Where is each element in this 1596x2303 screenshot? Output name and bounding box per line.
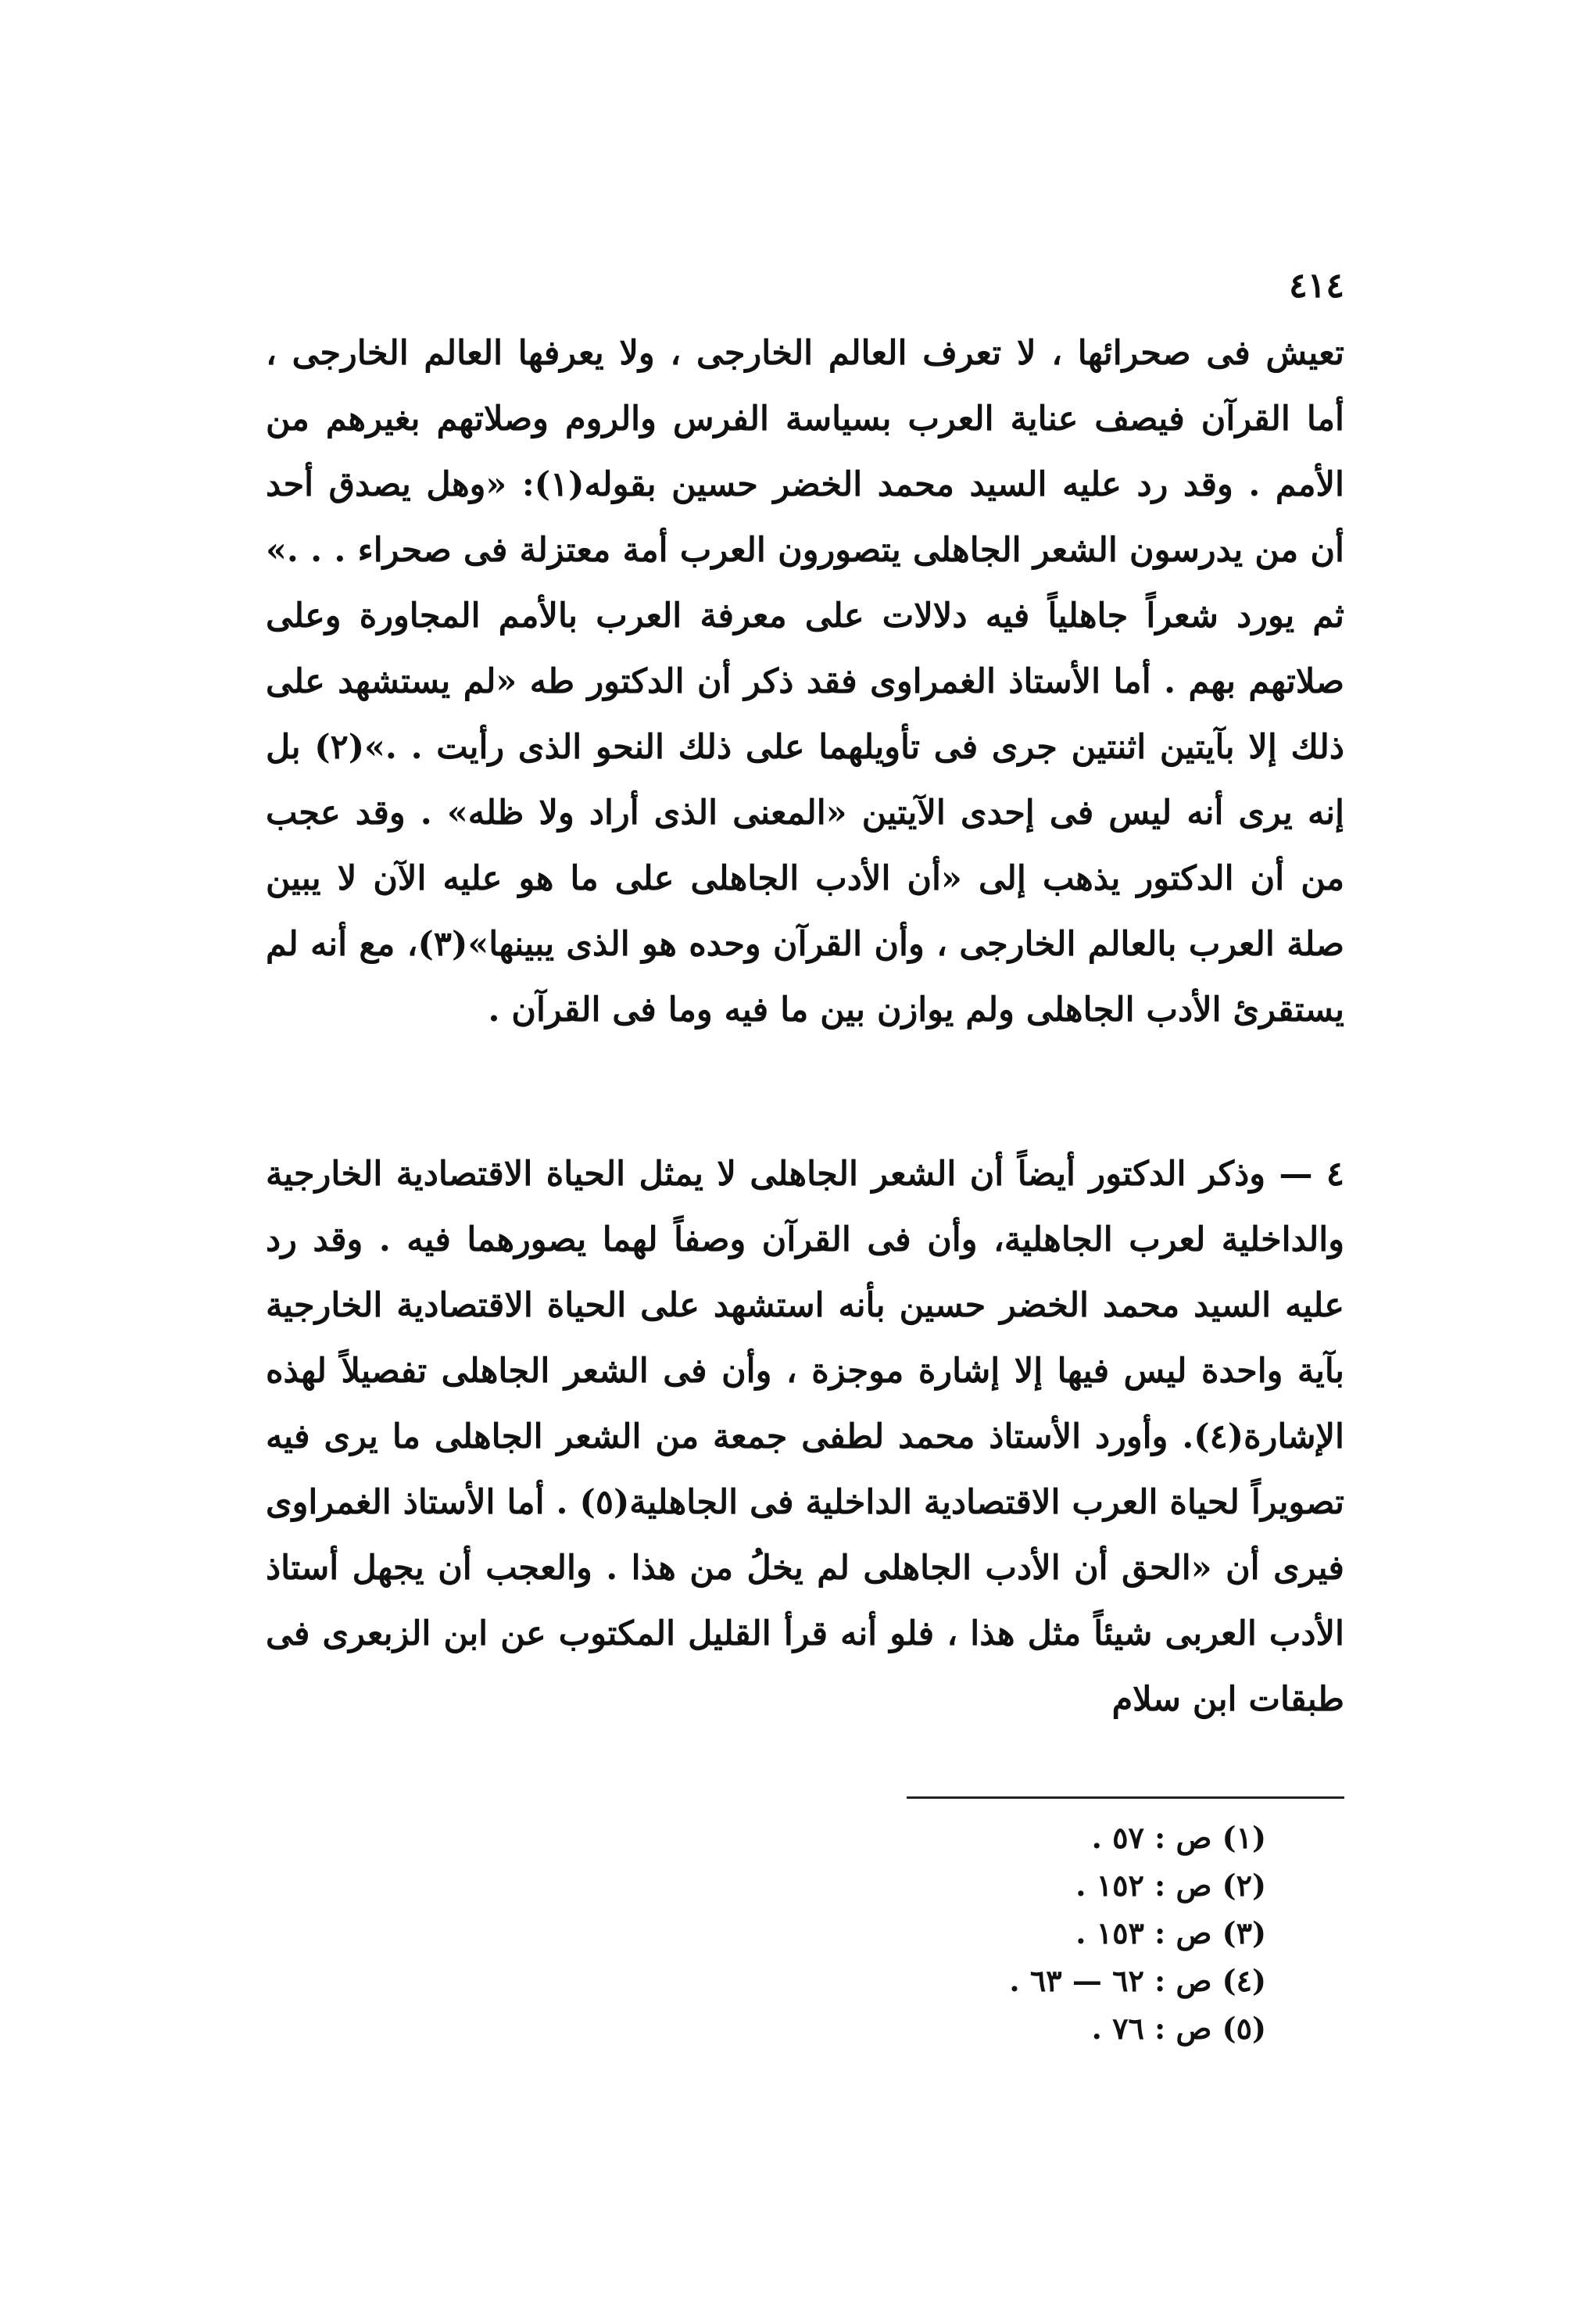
footnote-3: (٣) ص : ١٥٣ . xyxy=(1075,1915,1266,1950)
footnote-1: (١) ص : ٥٧ . xyxy=(1091,1820,1266,1855)
footnotes-list xyxy=(860,1814,1266,2052)
page-number: ٤١٤ xyxy=(1289,266,1344,306)
footnote-divider xyxy=(907,1796,1344,1799)
body-paragraph-2: ٤ — وذكر الدكتور أيضاً أن الشعر الجاهلى لا يمثل الحياة الاقتصادية الخارجية والداخلية لعرب الجاهلية، وأن فى القرآن وصفاً لهما يصورهما فيه . وقد رد عليه السيد محمد الخضر حسين بأنه استشهد على الحياة الاقتصادية الخارجية بآية واحدة ليس فيها إلا إشارة موجزة ، وأن فى الشعر الجاهلى تفصيلاً لهذه الإشارة(٤). وأورد الأستاذ محمد لطفى جمعة من الشعر الجاهلى ما يرى فيه تصويراً لحياة العرب الاقتصادية الداخلية فى الجاهلية(٥) . أما الأستاذ الغمراوى فيرى أن «الحق أن الأدب الجاهلى لم يخلُ من هذا . والعجب أن يجهل أستاذ الأدب العربى شيئاً مثل هذا ، فلو أنه قرأ القليل المكتوب عن ابن الزبعرى فى طبقات ابن سلام xyxy=(266,1155,1344,1719)
body-paragraph-1: تعيش فى صحرائها ، لا تعرف العالم الخارجى ، ولا يعرفها العالم الخارجى ، أما القرآن فيصف عناية العرب بسياسة الفرس والروم وصلاتهم بغيرهم من الأمم . وقد رد عليه السيد محمد الخضر حسين بقوله(١): «وهل يصدق أحد أن من يدرسون الشعر الجاهلى يتصورون العرب أمة معتزلة فى صحراء . . .» ثم يورد شعراً جاهلياً فيه دلالات على معرفة العرب بالأمم المجاورة وعلى صلاتهم بهم . أما الأستاذ الغمراوى فقد ذكر أن الدكتور طه «لم يستشهد على ذلك إلا بآيتين اثنتين جرى فى تأويلهما على ذلك النحو الذى رأيت . .»(٢) بل إنه يرى أنه ليس فى إحدى الآيتين «المعنى الذى أراد ولا ظله» . وقد عجب من أن الدكتور يذهب إلى «أن الأدب الجاهلى على ما هو عليه الآن لا يبين صلة العرب بالعالم الخارجى ، وأن القرآن وحده هو الذى يبينها»(٣)، مع أنه لم يستقرئ الأدب الجاهلى ولم يوازن بين ما فيه وما فى القرآن . xyxy=(266,334,1344,1030)
footnote-5: (٥) ص : ٧٦ . xyxy=(1091,2011,1266,2046)
footnote-4: (٤) ص : ٦٢ — ٦٣ . xyxy=(1009,1963,1266,1998)
footnote-2: (٢) ص : ١٥٢ . xyxy=(1075,1868,1266,1903)
